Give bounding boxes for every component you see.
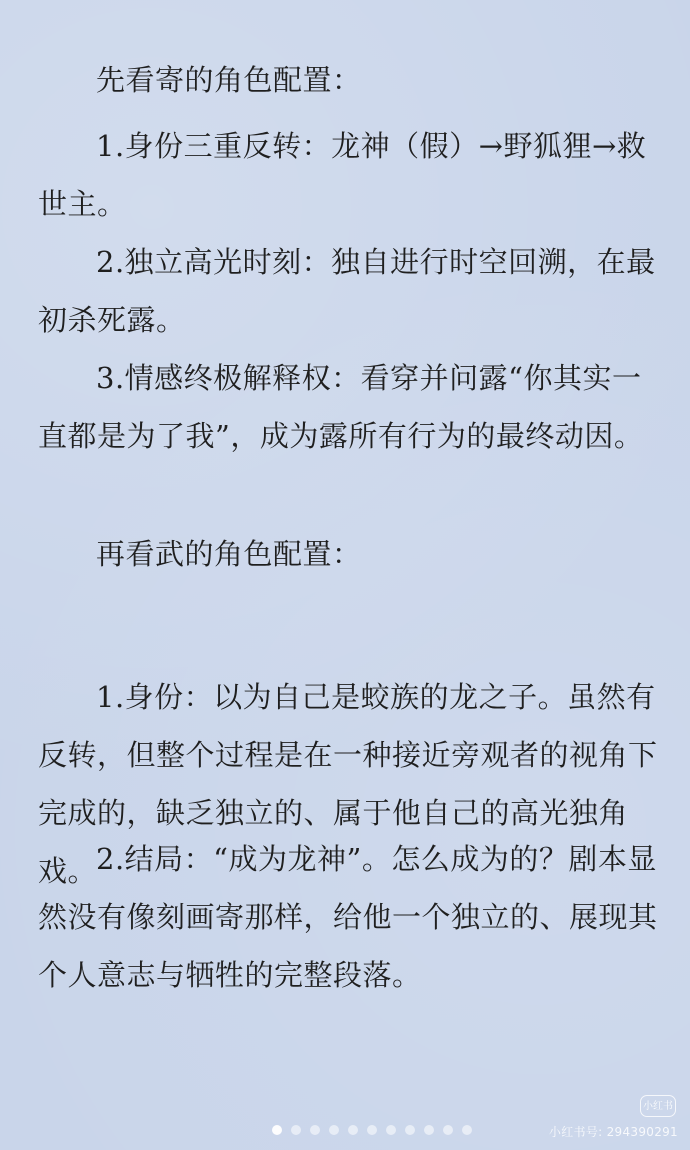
pagination-dots[interactable] <box>272 1125 472 1135</box>
xiaohongshu-logo: 小红书 <box>640 1095 676 1117</box>
paragraph-ji-highlight: 2.独立高光时刻：独自进行时空回溯，在最初杀死露。 <box>38 245 656 337</box>
section-heading-wu: 再看武的角色配置： <box>96 537 362 571</box>
pagination-dot[interactable] <box>367 1125 377 1135</box>
pagination-dot[interactable] <box>386 1125 396 1135</box>
pagination-dot[interactable] <box>443 1125 453 1135</box>
pagination-dot[interactable] <box>329 1125 339 1135</box>
pagination-dot[interactable] <box>348 1125 358 1135</box>
pagination-dot[interactable] <box>272 1125 282 1135</box>
section-heading-ji: 先看寄的角色配置： <box>96 63 362 97</box>
paragraph-ji-emotion: 3.情感终极解释权：看穿并问露“你其实一直都是为了我”，成为露所有行为的最终动因。 <box>38 361 644 453</box>
pagination-dot[interactable] <box>424 1125 434 1135</box>
pagination-dot[interactable] <box>462 1125 472 1135</box>
pagination-dot[interactable] <box>405 1125 415 1135</box>
pagination-dot[interactable] <box>291 1125 301 1135</box>
paragraph-wu-identity: 1.身份：以为自己是蛟族的龙之子。虽然有反转，但整个过程是在一种接近旁观者的视角下完成的，缺乏独立的、属于他自己的高光独角戏。 <box>38 680 658 888</box>
pagination-dot[interactable] <box>310 1125 320 1135</box>
watermark-id: 小红书号: 294390291 <box>548 1125 678 1139</box>
paragraph-ji-identity: 1.身份三重反转：龙神（假）→野狐狸→救世主。 <box>38 129 647 221</box>
paragraph-wu-ending: 2.结局：“成为龙神”。怎么成为的？剧本显然没有像刻画寄那样，给他一个独立的、展现其个人意志与牺牲的完整段落。 <box>38 842 658 992</box>
